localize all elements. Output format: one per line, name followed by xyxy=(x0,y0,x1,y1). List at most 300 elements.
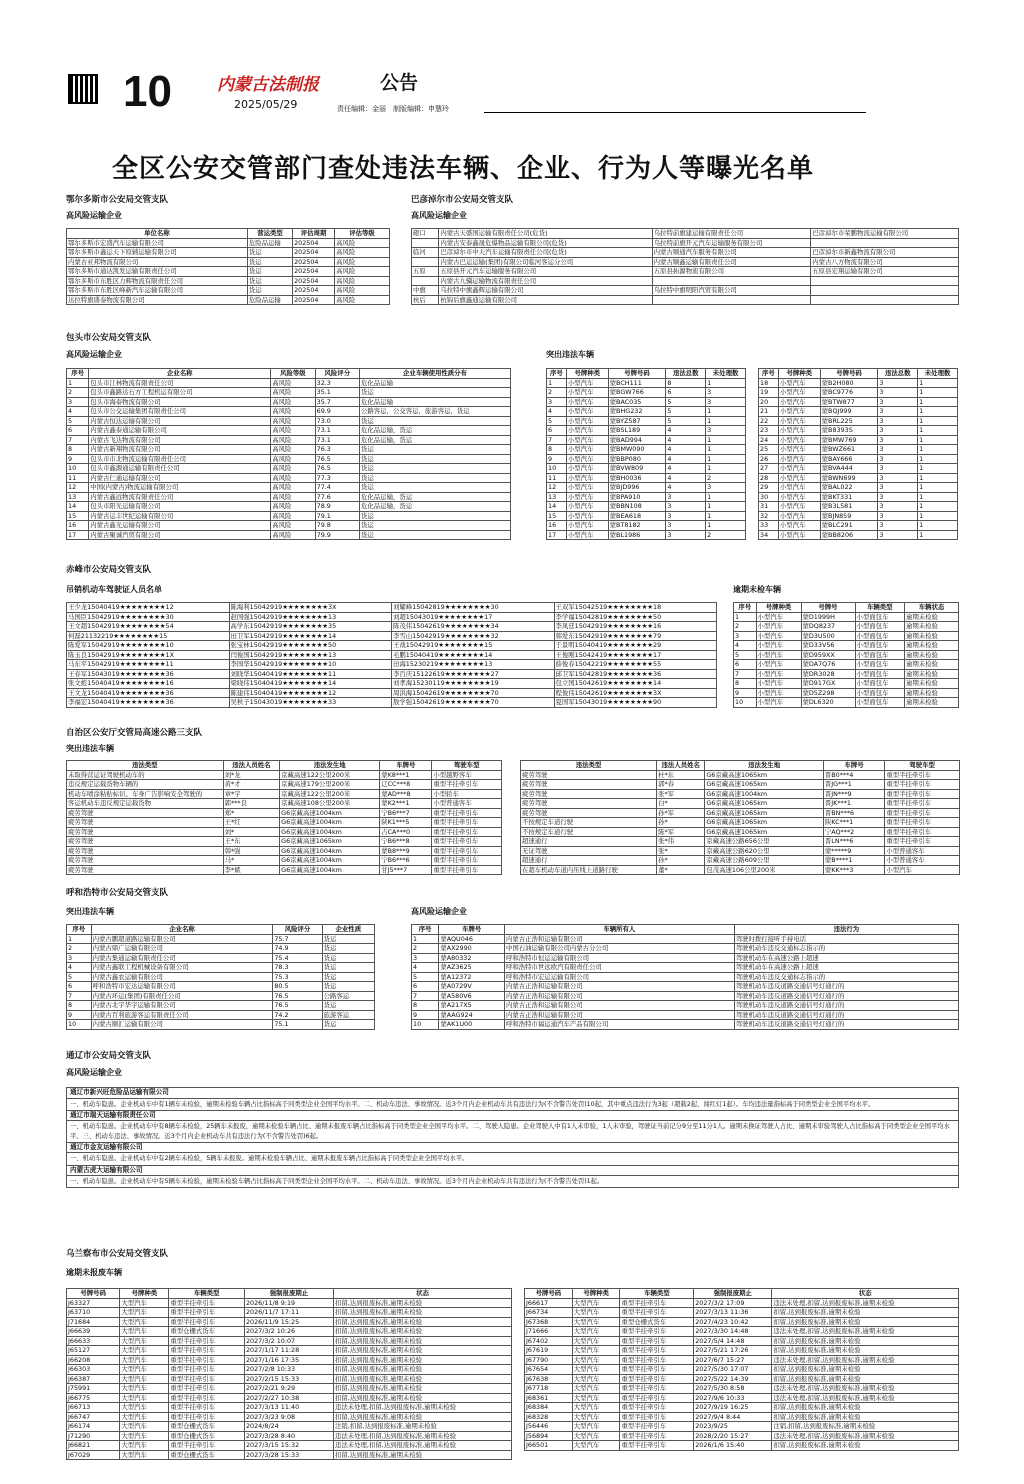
table-cell: 重型仓栅式货车 xyxy=(169,1422,245,1432)
table-row xyxy=(525,1412,959,1422)
table-row xyxy=(67,688,717,698)
table-cell: 郑* xyxy=(223,808,280,818)
table-row xyxy=(67,953,375,963)
table-cell: 公路客运，公交客运，旅游客运，货运 xyxy=(360,407,511,417)
table-row xyxy=(67,1355,512,1365)
table-cell: 内蒙古九骥运输物流有限责任公司 xyxy=(439,276,652,286)
table-row xyxy=(67,1431,512,1441)
subtitle-wulanchabu: 逾期未报废车辆 xyxy=(66,1268,122,1277)
table-row xyxy=(734,641,959,651)
column-header: 未处理数 xyxy=(918,369,958,379)
table-cell: 蒙AZ3625 xyxy=(439,963,505,973)
table-cell: 危险品运输 xyxy=(247,238,292,248)
table-cell: 76.5 xyxy=(273,991,322,1001)
huhehaote-vehicle-table xyxy=(411,924,959,1030)
table-cell: 76.3 xyxy=(315,445,359,455)
table-row xyxy=(67,780,502,790)
table-header-row xyxy=(734,603,959,613)
column-header: 号牌种类 xyxy=(756,603,801,613)
table-row xyxy=(521,846,960,856)
table-cell: 蒙DQ8237 xyxy=(801,622,855,632)
table-cell: 机动车喷涂粘贴标识、车身广告影响安全驾驶的 xyxy=(67,789,224,799)
table-row xyxy=(521,780,960,790)
column-header: 评估周期 xyxy=(293,229,335,239)
table-cell: 小型汽车 xyxy=(756,669,801,679)
section-title-chifeng: 赤峰市公安局交管支队 xyxy=(66,565,152,575)
table-cell: 大型汽车 xyxy=(120,1327,169,1337)
table-cell: 2027/5/4 14:48 xyxy=(694,1336,772,1346)
table-cell: 大型汽车 xyxy=(572,1355,620,1365)
table-cell: 扣留,达到报废标准,逾期未检验 xyxy=(772,1365,959,1375)
table-cell: 重型半挂牵引车 xyxy=(432,818,502,828)
table-row xyxy=(521,818,960,828)
table-cell: 小型面包车 xyxy=(855,622,905,632)
table-cell: 12 xyxy=(547,483,567,493)
table-row xyxy=(525,1374,959,1384)
table-row xyxy=(67,267,390,277)
table-cell: G6京藏高速1065km xyxy=(705,808,824,818)
table-row xyxy=(67,276,390,286)
column-header: 序号 xyxy=(67,925,92,935)
table-cell: 货运 xyxy=(247,257,292,267)
table-cell: 疲劳驾驶 xyxy=(67,827,224,837)
table-cell: 高风险 xyxy=(271,416,315,426)
table-cell: 3 xyxy=(734,631,757,641)
table-cell: 蒙K2***1 xyxy=(380,799,432,809)
table-cell: 小型汽车 xyxy=(756,679,801,689)
table-cell: 中国石油运输有限公司内蒙古分公司 xyxy=(504,944,734,954)
table-cell: G6京藏高速1004km xyxy=(705,789,824,799)
table-row xyxy=(734,660,959,670)
chifeng-persons-wrap xyxy=(66,602,717,708)
table-cell xyxy=(412,276,439,286)
table-cell: 2027/4/23 10:42 xyxy=(694,1317,772,1327)
table-cell: 2027/1/17 11:28 xyxy=(244,1346,333,1356)
table-cell: J66747 xyxy=(67,1412,120,1422)
table-cell: 重型半挂牵引车 xyxy=(885,818,960,828)
table-header-row xyxy=(525,1289,959,1299)
table-cell: 5 xyxy=(67,972,92,982)
table-cell: 蒙D917GX xyxy=(801,679,855,689)
table-row xyxy=(67,679,717,689)
table-cell: 蒙BEA618 xyxy=(608,511,666,521)
table-cell: 大型汽车 xyxy=(120,1355,169,1365)
table-cell: G6京藏高速1004km xyxy=(280,865,380,875)
table-cell: 3 xyxy=(666,502,706,512)
table-cell: 2026/11/9 15:25 xyxy=(244,1317,333,1327)
table-cell: 京藏高速公路609公里 xyxy=(705,856,824,866)
table-cell: 违法未处理,扣留,达到报废标准,逾期未检验 xyxy=(772,1355,959,1365)
table-cell: 26 xyxy=(759,454,779,464)
table-cell: 重型半挂牵引车 xyxy=(620,1327,694,1337)
table-cell: 邱卫军15042819★★★★★★★★36 xyxy=(554,669,717,679)
table-row xyxy=(547,521,746,531)
table-cell: 蒙B3L581 xyxy=(820,502,878,512)
table-cell: 内蒙古仁通运输有限公司 xyxy=(89,473,271,483)
table-cell: 逾期未检验 xyxy=(905,688,959,698)
table-cell: 19 xyxy=(759,388,779,398)
column-header: 车牌号 xyxy=(439,925,505,935)
table-cell: 逾期未检验 xyxy=(905,650,959,660)
table-cell: 蒙DA7Q76 xyxy=(801,660,855,670)
table-cell: 2027/9/4 8:44 xyxy=(694,1412,772,1422)
table-cell: 重型半挂牵引车 xyxy=(620,1374,694,1384)
table-cell: 逾期未检验 xyxy=(905,631,959,641)
table-cell: 周洪海15042619★★★★★★★★70 xyxy=(392,688,555,698)
table-cell: 73.1 xyxy=(315,426,359,436)
table-cell: 旅游客运 xyxy=(322,1010,374,1020)
highway-table-right xyxy=(520,760,960,875)
table-cell: 蒙D3U500 xyxy=(801,631,855,641)
table-row xyxy=(547,473,746,483)
table-cell: 24 xyxy=(759,435,779,445)
table-row xyxy=(412,982,959,992)
table-cell: 刘耀峰15042819★★★★★★★★30 xyxy=(392,603,555,613)
table-cell: 重型半挂牵引车 xyxy=(169,1393,245,1403)
table-cell: 13 xyxy=(547,492,567,502)
table-cell: 3 xyxy=(67,953,92,963)
table-cell: 疲劳驾驶 xyxy=(67,865,224,875)
table-cell: 扣留,达到报废标准,逾期未检验 xyxy=(772,1317,959,1327)
column-header: 车辆状态 xyxy=(905,603,959,613)
table-row xyxy=(67,991,375,1001)
table-cell: 呼和浩特市宏运运输有限公司 xyxy=(504,972,734,982)
table-row xyxy=(67,295,390,305)
table-cell: 2027/2/15 15:33 xyxy=(244,1374,333,1384)
table-cell: 3 xyxy=(412,953,439,963)
table-cell: 孙*军 xyxy=(657,808,705,818)
table-cell: 2027/1/16 17:35 xyxy=(244,1355,333,1365)
table-row xyxy=(67,669,717,679)
table-cell: 6 xyxy=(67,982,92,992)
table-row xyxy=(759,521,958,531)
table-row xyxy=(67,416,511,426)
table-cell: G6京藏高速1065km xyxy=(705,827,824,837)
table-cell: 重型半挂牵引车 xyxy=(885,827,960,837)
table-cell: 1 xyxy=(706,407,746,417)
table-cell: 陈建伟15040419★★★★★★★★12 xyxy=(229,688,392,698)
table-cell: 小型汽车 xyxy=(566,511,608,521)
table-cell: 五原县拓源物流有限公司 xyxy=(652,267,811,277)
table-cell: 大型汽车 xyxy=(572,1298,620,1308)
table-row xyxy=(412,295,959,305)
table-cell: 大型汽车 xyxy=(120,1365,169,1375)
table-cell: 无证驾驶 xyxy=(521,846,657,856)
table-cell xyxy=(811,238,959,248)
table-row xyxy=(67,1010,375,1020)
table-header-row xyxy=(67,369,511,379)
table-cell: J67402 xyxy=(525,1336,573,1346)
table-row xyxy=(67,530,511,540)
table-cell: 内蒙古八方物流有限公司 xyxy=(811,257,959,267)
table-cell: 夏国军15043019★★★★★★★★90 xyxy=(554,698,717,708)
table-cell: 11 xyxy=(547,473,567,483)
table-cell: 蒙D1999H xyxy=(801,612,855,622)
table-cell: 1 xyxy=(918,407,958,417)
table-cell: 内蒙古亚邦物流有限公司 xyxy=(67,257,248,267)
table-cell: 内蒙古鑫泰通运输有限公司 xyxy=(89,426,271,436)
table-cell: 蒙D959XX xyxy=(801,650,855,660)
table-cell: 4 xyxy=(547,407,567,417)
table-cell: 75.1 xyxy=(273,1020,322,1030)
table-cell: 69.9 xyxy=(315,407,359,417)
table-cell: 79.9 xyxy=(315,530,359,540)
table-cell: 扣留,达到报废标准,逾期未检验 xyxy=(772,1441,959,1451)
table-cell: 重型半挂牵引车 xyxy=(885,780,960,790)
table-row xyxy=(525,1431,959,1441)
table-cell: 扣留,达到报废标准,逾期未检验 xyxy=(772,1308,959,1318)
wulanchabu-right-wrap xyxy=(524,1288,959,1451)
table-cell: 小型汽车 xyxy=(566,388,608,398)
huhehaote-company-wrap xyxy=(66,924,375,1030)
table-cell: G6京藏高速1065km xyxy=(705,770,824,780)
table-row xyxy=(412,934,959,944)
table-cell xyxy=(652,276,811,286)
table-cell: 5 xyxy=(67,416,89,426)
table-row xyxy=(67,846,502,856)
table-cell: 3 xyxy=(666,521,706,531)
table-cell: 驾驶机动车违反交通标志指示的 xyxy=(734,944,958,954)
table-cell: 违法未处理,扣留,达到报废标准,逾期未检验 xyxy=(333,1431,511,1441)
table-cell: 1 xyxy=(918,416,958,426)
table-cell: 宁AQ***2 xyxy=(823,827,884,837)
table-cell: 22 xyxy=(759,416,779,426)
table-row xyxy=(67,982,375,992)
table-cell: 小型汽车 xyxy=(778,426,820,436)
table-cell: 32 xyxy=(759,511,779,521)
table-cell: 1 xyxy=(706,454,746,464)
table-cell: 7 xyxy=(734,669,757,679)
table-cell: 逾期未检验 xyxy=(905,679,959,689)
table-cell: 内蒙古鑫农运输有限公司 xyxy=(91,972,273,982)
table-cell: 重型半挂牵引车 xyxy=(169,1403,245,1413)
table-cell: 1 xyxy=(706,378,746,388)
table-cell: 违法未处理,扣留,达到报废标准,逾期未检验 xyxy=(772,1384,959,1394)
table-cell: 蒙BBN108 xyxy=(608,502,666,512)
table-cell: 梁晓伟15040419★★★★★★★★14 xyxy=(229,679,392,689)
table-cell: G6京藏高速1065km xyxy=(705,780,824,790)
wulanchabu-table-right xyxy=(524,1288,959,1451)
table-cell: 蒙A580V6 xyxy=(439,991,505,1001)
table-cell xyxy=(412,257,439,267)
table-row xyxy=(547,454,746,464)
table-cell: 2027/2/8 10:33 xyxy=(244,1365,333,1375)
table-cell: 蒙DL6320 xyxy=(801,698,855,708)
table-cell: 蒙BH0036 xyxy=(608,473,666,483)
table-cell: 货运 xyxy=(322,982,374,992)
table-cell: 内蒙古鑫联工程机械设备有限公司 xyxy=(91,963,273,973)
column-header: 营运类型 xyxy=(247,229,292,239)
table-cell: 蒙A217X5 xyxy=(439,1001,505,1011)
highway-left-wrap xyxy=(66,760,502,875)
column-header: 违法行为 xyxy=(734,925,958,935)
table-cell: 2027/5/21 17:26 xyxy=(694,1346,772,1356)
table-cell: 3 xyxy=(706,397,746,407)
table-cell: 内蒙古正浩和运输有限公司 xyxy=(504,1001,734,1011)
table-cell: 6 xyxy=(666,388,706,398)
table-cell: 田卫军15042919★★★★★★★★14 xyxy=(229,631,392,641)
table-cell: 小型面包车 xyxy=(855,660,905,670)
table-cell: 蒙B8393S xyxy=(820,426,878,436)
table-cell: 蒙BWN699 xyxy=(820,473,878,483)
table-cell: 3 xyxy=(878,388,918,398)
table-cell: 3 xyxy=(706,388,746,398)
table-row xyxy=(412,276,959,286)
eerduosi-table-wrap xyxy=(66,228,390,305)
table-cell: 货运 xyxy=(360,483,511,493)
table-cell: 3 xyxy=(547,397,567,407)
table-row xyxy=(525,1384,959,1394)
table-cell: 小型汽车 xyxy=(756,688,801,698)
table-cell: 李国华15042919★★★★★★★★10 xyxy=(229,660,392,670)
table-cell: 3 xyxy=(878,464,918,474)
table-cell: 1 xyxy=(706,464,746,474)
table-cell: 蒙BAL022 xyxy=(820,483,878,493)
table-row xyxy=(759,454,958,464)
chifeng-insp-wrap xyxy=(733,602,959,708)
table-cell: 杭后 xyxy=(412,295,439,305)
table-cell: 高风险 xyxy=(335,276,390,286)
table-cell: 蒙BYZ587 xyxy=(608,416,666,426)
table-cell: 巴彦淖尔市中天汽车运输有限责任公司(危货) xyxy=(439,248,652,258)
table-cell: 3 xyxy=(878,426,918,436)
table-cell: 3 xyxy=(878,407,918,417)
table-cell: 1 xyxy=(918,521,958,531)
column-header: 违法人员姓名 xyxy=(223,761,280,771)
table-row xyxy=(67,1308,512,1318)
table-row xyxy=(67,378,511,388)
table-cell: 京藏高速公路656公里 xyxy=(705,837,824,847)
table-row xyxy=(759,426,958,436)
table-row xyxy=(412,972,959,982)
table-cell: 大型汽车 xyxy=(120,1374,169,1384)
table-row xyxy=(67,388,511,398)
table-cell: 79.1 xyxy=(315,511,359,521)
table-cell: 蒙BCH111 xyxy=(608,378,666,388)
table-cell: 小型汽车 xyxy=(566,492,608,502)
table-cell: 蒙A12372 xyxy=(439,972,505,982)
table-cell: 货运 xyxy=(247,286,292,296)
table-cell: 逾期未检验 xyxy=(905,622,959,632)
table-cell: 10 xyxy=(67,1020,92,1030)
column-title: 公告 xyxy=(380,72,419,94)
table-cell: 李学福15042819★★★★★★★★50 xyxy=(554,612,717,622)
table-cell: 内蒙古巴运运输(集团)有限公司临河客运分公司 xyxy=(439,257,652,267)
table-cell: 蒙BHG232 xyxy=(608,407,666,417)
table-cell: 扣留,达到报废标准,逾期未检验 xyxy=(333,1450,511,1460)
table-cell: 大型汽车 xyxy=(120,1403,169,1413)
table-cell: 王俊刚15042419★★★★★★★★17 xyxy=(554,650,717,660)
table-cell: 危化品运输，货运 xyxy=(360,502,511,512)
table-row xyxy=(547,530,746,540)
table-cell: 3 xyxy=(878,511,918,521)
table-cell: 2027/3/28 8:40 xyxy=(244,1431,333,1441)
table-cell: G6京藏高速1004km xyxy=(280,818,380,828)
table-cell: 危化品运输 xyxy=(360,378,511,388)
table-cell: 202504 xyxy=(293,238,335,248)
table-cell: 乌拉特前旗开元汽车运输服务有限公司 xyxy=(652,238,811,248)
table-cell: 鄂尔多斯市东胜区峰新汽车运输有限公司 xyxy=(67,286,248,296)
table-cell: 79.8 xyxy=(315,521,359,531)
paper-name-logo: 内蒙古法制报 xyxy=(217,75,319,95)
table-row xyxy=(525,1365,959,1375)
table-cell: 乌拉特中旗鑫辉运输有限公司 xyxy=(439,286,652,296)
table-cell: 小型面包车 xyxy=(855,669,905,679)
column-header: 车辆类型 xyxy=(855,603,905,613)
table-cell: 疲劳驾驶 xyxy=(67,837,224,847)
table-cell: 1 xyxy=(918,426,958,436)
table-cell: G6京藏高速1004km xyxy=(280,827,380,837)
table-row xyxy=(67,464,511,474)
table-cell: 陕KC***1 xyxy=(823,818,884,828)
table-cell: 刘孝海15230119★★★★★★★★19 xyxy=(392,679,555,689)
table-cell: 75.7 xyxy=(273,934,322,944)
column-header: 风险等级 xyxy=(271,369,315,379)
table-cell: 大型汽车 xyxy=(572,1317,620,1327)
table-cell: 2026/1/6 15:40 xyxy=(694,1441,772,1451)
table-cell: 重型半挂牵引车 xyxy=(620,1308,694,1318)
table-cell: 王战15042919★★★★★★★★15 xyxy=(392,641,555,651)
table-row xyxy=(547,445,746,455)
table-cell: 小型汽车 xyxy=(566,521,608,531)
table-cell: 内蒙古北宇华宇运输有限公司 xyxy=(91,1001,273,1011)
table-cell: 宁B6***7 xyxy=(380,808,432,818)
table-row xyxy=(67,1020,375,1030)
table-cell: 白* xyxy=(657,799,705,809)
table-cell: 小型汽车 xyxy=(566,454,608,464)
table-cell: 4 xyxy=(666,483,706,493)
table-cell: 重型仓栅式货车 xyxy=(169,1327,245,1337)
table-cell: 小型汽车 xyxy=(778,445,820,455)
table-row xyxy=(734,622,959,632)
table-cell: 23 xyxy=(759,426,779,436)
table-row xyxy=(67,1393,512,1403)
table-cell: 内蒙古集通运输有限责任公司 xyxy=(91,953,273,963)
table-cell: 重型半挂牵引车 xyxy=(885,770,960,780)
table-cell: 扣留,达到报废标准,逾期未检验 xyxy=(333,1327,511,1337)
table-cell: J63327 xyxy=(67,1298,120,1308)
table-cell: 17 xyxy=(547,530,567,540)
table-cell: 中旗 xyxy=(412,286,439,296)
table-cell: 3 xyxy=(666,492,706,502)
table-cell: 包头市公交运输集团有限责任公司 xyxy=(89,407,271,417)
table-cell: 77.6 xyxy=(315,492,359,502)
table-cell: 蒙BVA444 xyxy=(820,464,878,474)
table-cell xyxy=(811,295,959,305)
table-row xyxy=(67,1403,512,1413)
column-header: 序号 xyxy=(412,925,439,935)
table-cell: 蒙BVW809 xyxy=(608,464,666,474)
table-cell: 4 xyxy=(666,435,706,445)
table-cell: 2028/2/20 15:27 xyxy=(694,1431,772,1441)
table-row xyxy=(759,483,958,493)
column-header: 车牌号 xyxy=(380,761,432,771)
table-cell: 5 xyxy=(666,416,706,426)
table-cell: 8 xyxy=(734,679,757,689)
tongliao-companies-box xyxy=(66,1087,959,1188)
column-header: 序号 xyxy=(759,369,779,379)
table-cell: 李凤廷15042919★★★★★★★★16 xyxy=(554,622,717,632)
section-title-wulanchabu: 乌兰察布市公安局交管支队 xyxy=(66,1249,169,1259)
table-row xyxy=(412,1020,959,1030)
table-row xyxy=(412,991,959,1001)
table-cell: 黄*才 xyxy=(223,780,280,790)
table-cell: 小型汽车 xyxy=(566,426,608,436)
table-row xyxy=(67,454,511,464)
table-cell: 逾期未检验 xyxy=(905,660,959,670)
qr-code-icon xyxy=(68,74,98,104)
table-cell: 小型汽车 xyxy=(778,483,820,493)
